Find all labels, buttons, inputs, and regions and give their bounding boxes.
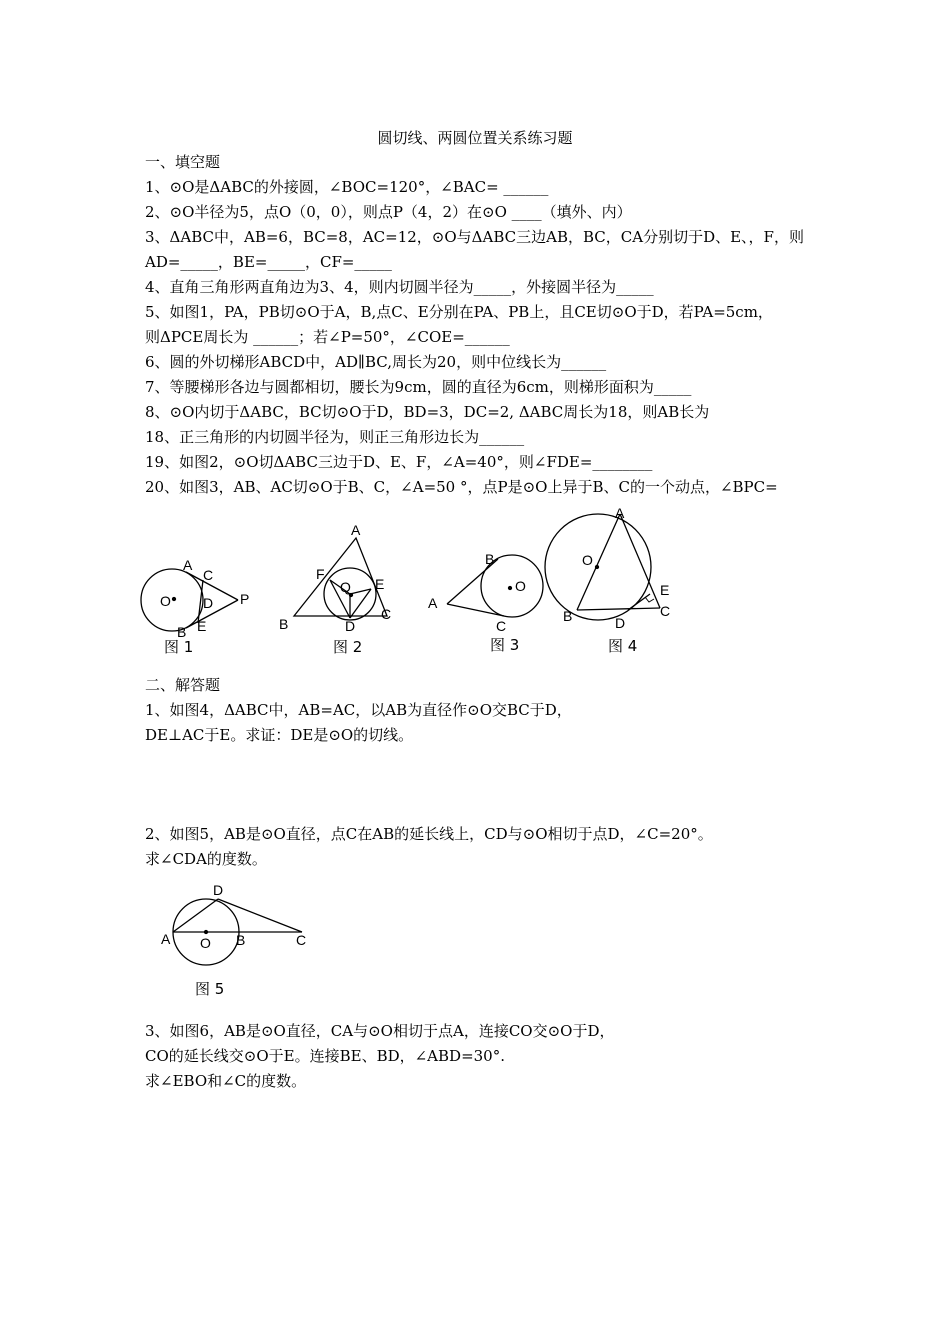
fig5-label-C: C: [296, 932, 307, 948]
fill-question: 5、如图1，PA，PB切⊙O于A，B,点C、E分别在PA、PB上，且CE切⊙O于D，若PA=5cm，: [145, 303, 773, 321]
fig2-label-Q: Q: [340, 579, 351, 595]
fig5-caption: 图 5: [195, 980, 225, 998]
fig3-label-C: C: [496, 618, 507, 634]
fill-question: 6、圆的外切梯形ABCD中，AD∥BC,周长为20，则中位线长为______: [145, 353, 607, 371]
fig1-label-E: E: [197, 618, 207, 634]
fill-question: 8、⊙O内切于ΔABC，BC切⊙O于D，BD=3，DC=2, ΔABC周长为18，则AB长为: [145, 403, 710, 421]
fill-question: 2、⊙O半径为5，点O（0，0），则点P（4，2）在⊙O ____（填外、内）: [145, 203, 632, 221]
figure-5: [150, 878, 330, 1003]
fig2-label-B: B: [279, 616, 289, 632]
fig2-label-D: D: [345, 618, 356, 634]
fill-question: 1、⊙O是ΔABC的外接圆，∠BOC=120°，∠BAC= ______: [145, 178, 549, 196]
figure-1: [141, 569, 238, 631]
answer-question-1: 1、如图4，ΔABC中，AB=AC，以AB为直径作⊙O交BC于D，: [145, 701, 572, 719]
answer-question-1: DE⊥AC于E。求证：DE是⊙O的切线。: [145, 726, 414, 744]
figure-4: [545, 514, 660, 620]
fig1-label-B: B: [177, 624, 187, 640]
answer-question-2: 求∠CDA的度数。: [145, 850, 267, 868]
fig4-label-O: O: [582, 552, 593, 568]
fill-question: 则ΔPCE周长为 ______；若∠P=50°，∠COE=______: [145, 328, 510, 346]
fill-question: 19、如图2，⊙O切ΔABC三边于D、E、F，∠A=40°，则∠FDE=________: [145, 453, 653, 471]
fill-question: AD=_____，BE=_____，CF=_____: [145, 253, 392, 271]
fig2-label-E: E: [375, 576, 385, 592]
fig1-label-P: P: [240, 591, 250, 607]
fig3-label-O: O: [515, 578, 526, 594]
fig2-label-F: F: [316, 566, 325, 582]
answer-question-2: 2、如图5，AB是⊙O直径，点C在AB的延长线上，CD与⊙O相切于点D，∠C=20°。: [145, 825, 713, 843]
figures-row: [0, 500, 950, 670]
fig5-label-A: A: [161, 931, 171, 947]
fig4-label-D: D: [615, 615, 626, 631]
fig1-caption: 图 1: [164, 638, 194, 656]
fig1-label-D: D: [203, 595, 214, 611]
fig5-label-B: B: [236, 932, 246, 948]
answer-question-3: 3、如图6，AB是⊙O直径，CA与⊙O相切于点A，连接CO交⊙O于D，: [145, 1022, 615, 1040]
fill-question: 4、直角三角形两直角边为3、4，则内切圆半径为_____，外接圆半径为_____: [145, 278, 654, 296]
answer-question-3: 求∠EBO和∠C的度数。: [145, 1072, 307, 1090]
fig3-label-B: B: [485, 551, 495, 567]
fig4-label-E: E: [660, 582, 670, 598]
fig2-label-C: C: [381, 606, 392, 622]
fig5-label-O: O: [200, 935, 211, 951]
fig1-label-O: O: [160, 593, 171, 609]
fig4-label-C: C: [660, 603, 671, 619]
fill-question: 18、正三角形的内切圆半径为，则正三角形边长为______: [145, 428, 525, 446]
fill-question: 20、如图3，AB、AC切⊙O于B、C，∠A=50 °，点P是⊙O上异于B、C的一个动点，∠BPC=: [145, 478, 778, 496]
fill-question: 7、等腰梯形各边与圆都相切，腰长为9cm，圆的直径为6cm，则梯形面积为_____: [145, 378, 692, 396]
fig1-label-C: C: [203, 567, 214, 583]
fig3-label-A: A: [428, 595, 438, 611]
fig2-label-A: A: [351, 522, 361, 538]
fig3-caption: 图 3: [490, 636, 520, 654]
fig4-caption: 图 4: [608, 637, 638, 655]
fig2-caption: 图 2: [333, 638, 363, 656]
page-title: 圆切线、两圆位置关系练习题: [377, 129, 573, 147]
fig5-label-D: D: [213, 882, 224, 898]
section-answer-heading: 二、解答题: [145, 676, 221, 694]
figure-3: [447, 555, 543, 617]
fig1-label-A: A: [183, 557, 193, 573]
fig4-label-A: A: [615, 505, 625, 521]
fig4-label-B: B: [563, 608, 573, 624]
section-fill-heading: 一、填空题: [145, 153, 221, 171]
fill-question: 3、ΔABC中，AB=6，BC=8，AC=12，⊙O与ΔABC三边AB，BC，CA分别切于D、E、，F，则: [145, 228, 804, 246]
answer-question-3: CO的延长线交⊙O于E。连接BE、BD，∠ABD=30°.: [145, 1047, 505, 1065]
